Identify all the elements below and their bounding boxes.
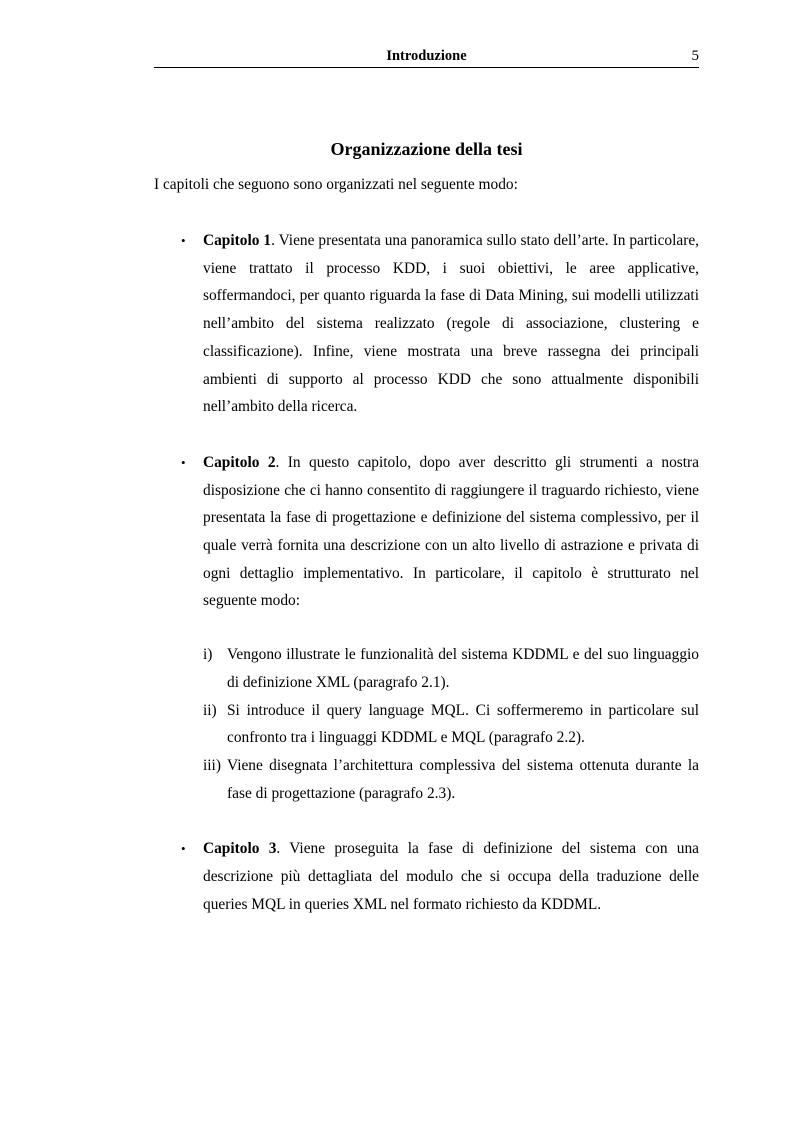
bullet-icon: • bbox=[181, 233, 186, 248]
chapter-description: . Viene proseguita la fase di definizione del sistema con una descrizione più dettagliata del modulo che si occupa della traduzione delle queries MQL in queries XML nel formato richiesto da KDDML. bbox=[203, 840, 699, 913]
sublist-marker: i) bbox=[203, 646, 213, 664]
chapter-item-3 bbox=[154, 835, 699, 918]
sublist-text: Viene disegnata l’architettura complessiva del sistema ottenuta durante la fase di progettazione (paragrafo 2.3). bbox=[227, 756, 699, 802]
chapter-list bbox=[154, 227, 699, 918]
header-title: Introduzione bbox=[386, 48, 467, 64]
intro-paragraph: I capitoli che seguono sono organizzati nel seguente modo: bbox=[154, 176, 518, 193]
sublist-text: Vengono illustrate le funzionalità del sistema KDDML e del suo linguaggio di definizione XML (paragrafo 2.1). bbox=[227, 646, 699, 691]
chapter-description: . In questo capitolo, dopo aver descritto gli strumenti a nostra disposizione che ci hanno consentito di raggiungere il traguardo richiesto, viene presentata la fase di progettazione e definizione del sistema complessivo, per il quale verrà fornita una descrizione con un alto livello di astrazione e privata di ogni dettaglio implementativo. In particolare, il capitolo è strutturato nel seguente modo: bbox=[203, 453, 699, 610]
chapter-name: Capitolo 2 bbox=[203, 453, 276, 471]
chapter-name: Capitolo 3 bbox=[203, 840, 277, 858]
sublist-item bbox=[203, 752, 699, 807]
chapter-item-2 bbox=[154, 449, 699, 807]
section-title: Organizzazione della tesi bbox=[330, 139, 523, 159]
chapter-item-1 bbox=[154, 227, 699, 421]
running-header bbox=[154, 47, 699, 68]
chapter-description: . Viene presentata una panoramica sullo stato dell’arte. In particolare, viene trattato il processo KDD, i suoi obiettivi, le aree applicative, soffermandoci, per quanto riguarda la fase di Data Mining, sui modelli utilizzati nell’ambito del sistema realizzato (regole di associazione, clustering e classificazione). Infine, viene mostrata una breve rassegna dei principali ambienti di supporto al processo KDD che sono attualmente disponibili nell’ambito della ricerca. bbox=[203, 232, 700, 416]
sublist-item bbox=[203, 641, 699, 696]
sublist-marker: iii) bbox=[203, 756, 221, 774]
sublist-marker: ii) bbox=[203, 701, 217, 719]
page-number: 5 bbox=[691, 48, 699, 64]
chapter-2-sublist bbox=[203, 641, 699, 807]
sublist-item bbox=[203, 697, 699, 752]
sublist-text: Si introduce il query language MQL. Ci soffermeremo in particolare sul confronto tra i linguaggi KDDML e MQL (paragrafo 2.2). bbox=[227, 701, 699, 747]
bullet-icon: • bbox=[181, 454, 186, 470]
chapter-name: Capitolo 1 bbox=[203, 232, 272, 249]
bullet-icon: • bbox=[181, 841, 186, 857]
